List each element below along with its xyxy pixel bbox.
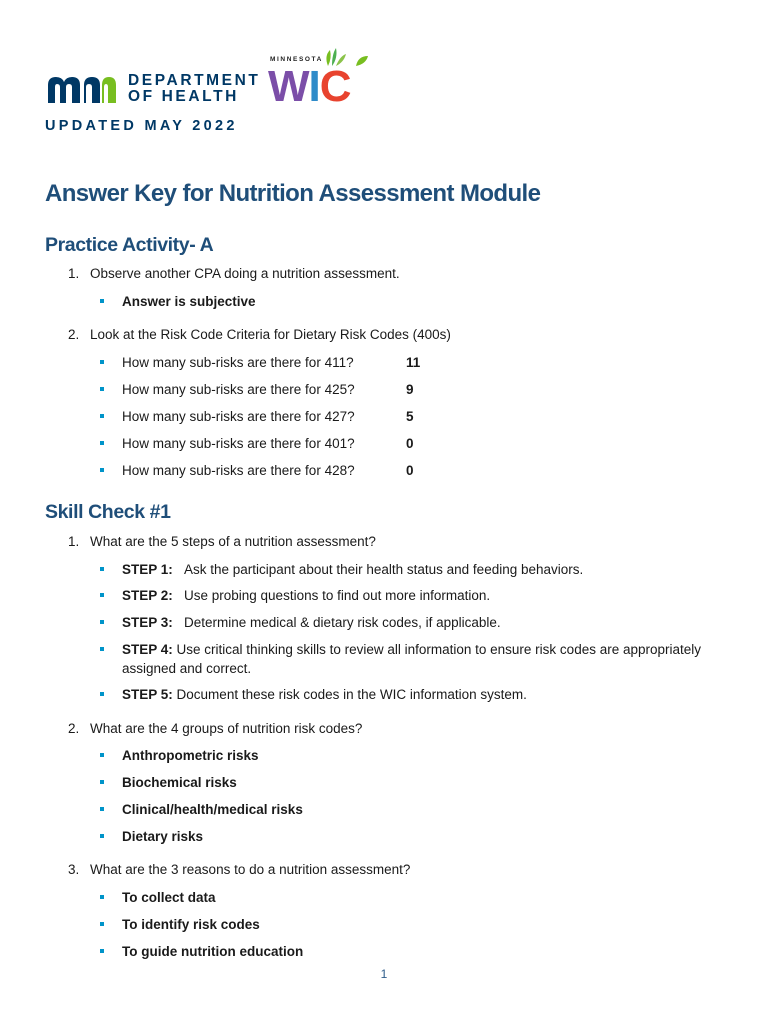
- bullet-icon: [100, 567, 104, 571]
- wic-state-label: MINNESOTA: [270, 56, 323, 63]
- bullet-icon: [100, 360, 104, 364]
- step-label: STEP 3:: [122, 615, 173, 630]
- bullet-icon: [100, 780, 104, 784]
- bullet-icon: [100, 895, 104, 899]
- bullet-icon: [100, 647, 104, 651]
- bullet-icon: [100, 593, 104, 597]
- sub-question: How many sub-risks are there for 427?: [122, 409, 355, 424]
- sub-answer: 0: [406, 463, 414, 478]
- answer-text: Anthropometric risks: [122, 748, 259, 763]
- sub-answer: 9: [406, 382, 414, 397]
- skill-check-heading: Skill Check #1: [45, 501, 171, 523]
- question-text: Look at the Risk Code Criteria for Dietary Risk Codes (400s): [90, 327, 451, 342]
- question-text: What are the 3 reasons to do a nutrition assessment?: [90, 862, 411, 877]
- wic-letter-w: W: [268, 62, 309, 111]
- mn-logo-icon: [46, 73, 118, 105]
- bullet-icon: [100, 468, 104, 472]
- question-number: 2.: [68, 721, 80, 736]
- question-number: 3.: [68, 862, 80, 877]
- bullet-icon: [100, 753, 104, 757]
- step-text: Ask the participant about their health status and feeding behaviors.: [184, 562, 584, 577]
- step-text: Use probing questions to find out more information.: [184, 588, 491, 603]
- answer-text: Biochemical risks: [122, 775, 237, 790]
- minnesota-wic-logo: [268, 48, 374, 111]
- step-text: Determine medical & dietary risk codes, if applicable.: [184, 615, 501, 630]
- bullet-icon: [100, 692, 104, 696]
- wic-apple-leaf-icon: [354, 54, 370, 68]
- wic-wordmark: [268, 62, 351, 111]
- step-label: STEP 5:: [122, 687, 173, 702]
- sub-answer: 5: [406, 409, 414, 424]
- bullet-icon: [100, 807, 104, 811]
- question-number: 1.: [68, 266, 80, 281]
- question-text: What are the 4 groups of nutrition risk codes?: [90, 721, 363, 736]
- wic-letter-i: I: [308, 62, 320, 111]
- answer-text: To guide nutrition education: [122, 944, 304, 959]
- question-text: Observe another CPA doing a nutrition assessment.: [90, 266, 400, 281]
- answer-text: Clinical/health/medical risks: [122, 802, 303, 817]
- dept-line-1: DEPARTMENT: [128, 72, 261, 89]
- answer-text: To identify risk codes: [122, 917, 260, 932]
- bullet-icon: [100, 414, 104, 418]
- wic-letter-c: C: [319, 62, 351, 111]
- sub-question: How many sub-risks are there for 411?: [122, 355, 354, 370]
- sub-answer: 11: [406, 355, 421, 370]
- bullet-icon: [100, 620, 104, 624]
- sub-answer: 0: [406, 436, 414, 451]
- sub-question: How many sub-risks are there for 401?: [122, 436, 355, 451]
- step-label: STEP 2:: [122, 588, 173, 603]
- dept-line-2: OF HEALTH: [128, 88, 239, 105]
- question-text: What are the 5 steps of a nutrition assessment?: [90, 534, 376, 549]
- page-title: Answer Key for Nutrition Assessment Module: [45, 180, 541, 207]
- practice-heading: Practice Activity- A: [45, 234, 214, 256]
- updated-date: UPDATED MAY 2022: [45, 118, 238, 134]
- bullet-icon: [100, 834, 104, 838]
- answer-text: Answer is subjective: [122, 294, 256, 309]
- bullet-icon: [100, 387, 104, 391]
- bullet-icon: [100, 922, 104, 926]
- sub-question: How many sub-risks are there for 425?: [122, 382, 355, 397]
- bullet-icon: [100, 949, 104, 953]
- bullet-icon: [100, 441, 104, 445]
- sub-question: How many sub-risks are there for 428?: [122, 463, 355, 478]
- question-number: 2.: [68, 327, 80, 342]
- bullet-icon: [100, 299, 104, 303]
- question-number: 1.: [68, 534, 80, 549]
- step-label: STEP 4:: [122, 642, 173, 657]
- page-number: 1: [380, 967, 388, 981]
- answer-text: Dietary risks: [122, 829, 204, 844]
- step-label: STEP 1:: [122, 562, 173, 577]
- step-text: Document these risk codes in the WIC information system.: [176, 687, 527, 702]
- answer-text: To collect data: [122, 890, 216, 905]
- step-text: Use critical thinking skills to review all information to ensure risk codes are appropriately assigned and correct.: [122, 642, 702, 676]
- mn-department-of-health-logo: [46, 72, 261, 106]
